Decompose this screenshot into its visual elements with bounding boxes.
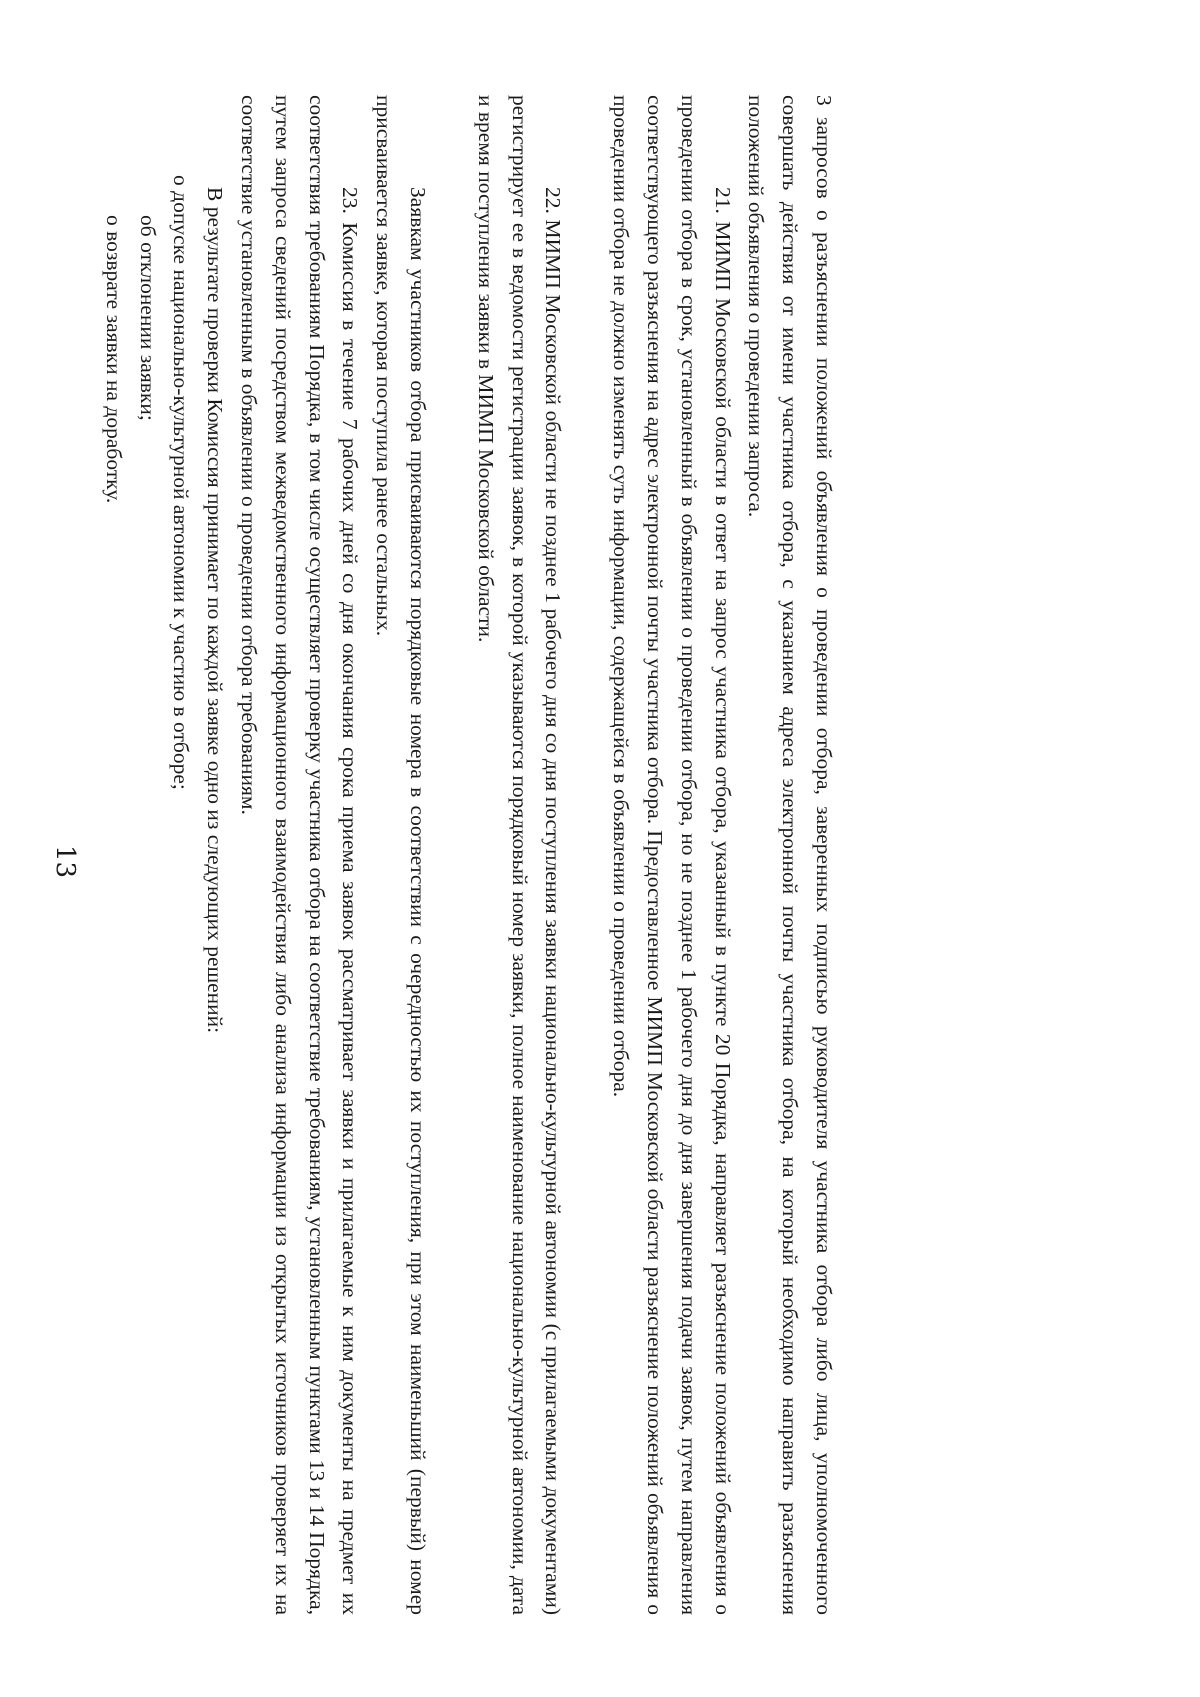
paragraph-decisions-intro: В результате проверки Комиссия принимает по каждой заявке одно из следующих решений: <box>203 187 228 1034</box>
paragraph-23: 23. Комиссия в течение 7 рабочих дней со дня окончания срока приема заявок рассматривает заявки и прилагаемые к ним документы на предмет их соответствия требованиям Порядка, в том числе осуществляет проверку участника отбора на соответствие требованиям, установленным пунктами 13 и 14 Порядка, путем запроса сведений посредством межведомственного информационного взаимодействия либо анализа информации из открытых источников проверяет их на соответствие установленным в объявлении о проведении отбора требованиям. <box>237 95 363 1615</box>
decision-admit: о допуске национально-культурной автономии к участию в отборе; <box>169 175 194 790</box>
paragraph-continuation: 3 запросов о разъяснении положений объявления о проведении отбора, заверенных подписью руководителя участника отбора либо лица, уполномоченного совершать действия от имени участника отбора, с указанием адреса электронной почты участника отбора, на который необходимо направить разъяснения положений объявления о проведении запроса. <box>744 95 836 1615</box>
paragraph-22: 22. МИМП Московской области не позднее 1 рабочего дня со дня поступления заявки национально-культурной автономии (с прилагаемыми документами) регистрирует ее в ведомости регистрации заявок, в которой указываются порядковый номер заявки, полное наименование национально-культурной автономии, дата и время поступления заявки в МИМП Московской области. <box>473 95 566 1615</box>
document-body <box>101 95 840 1615</box>
paragraph-21: 21. МИМП Московской области в ответ на запрос участника отбора, указанный в пункте 20 Порядка, направляет разъяснение положений объявления о проведении отбора в срок, установленный в объявлении о проведении отбора, но не позднее 1 рабочего дня до дня завершения подачи заявок, путем направления соответствующего разъяснения на адрес электронной почты участника отбора. Предоставленное МИМП Московской области разъяснение положений объявления о проведении отбора не должно изменять суть информации, содержащейся в объявлении о проведении отбора. <box>609 95 735 1615</box>
decision-return: о возврате заявки на доработку. <box>101 215 126 504</box>
decision-reject: об отклонении заявки; <box>135 215 160 421</box>
page-number: 13 <box>50 845 80 879</box>
paragraph-order-numbers: Заявкам участников отбора присваиваются порядковые номера в соответствии с очередностью их поступления, при этом наименьший (первый) номер присваивается заявке, которая поступила ранее остальных. <box>372 95 431 1615</box>
